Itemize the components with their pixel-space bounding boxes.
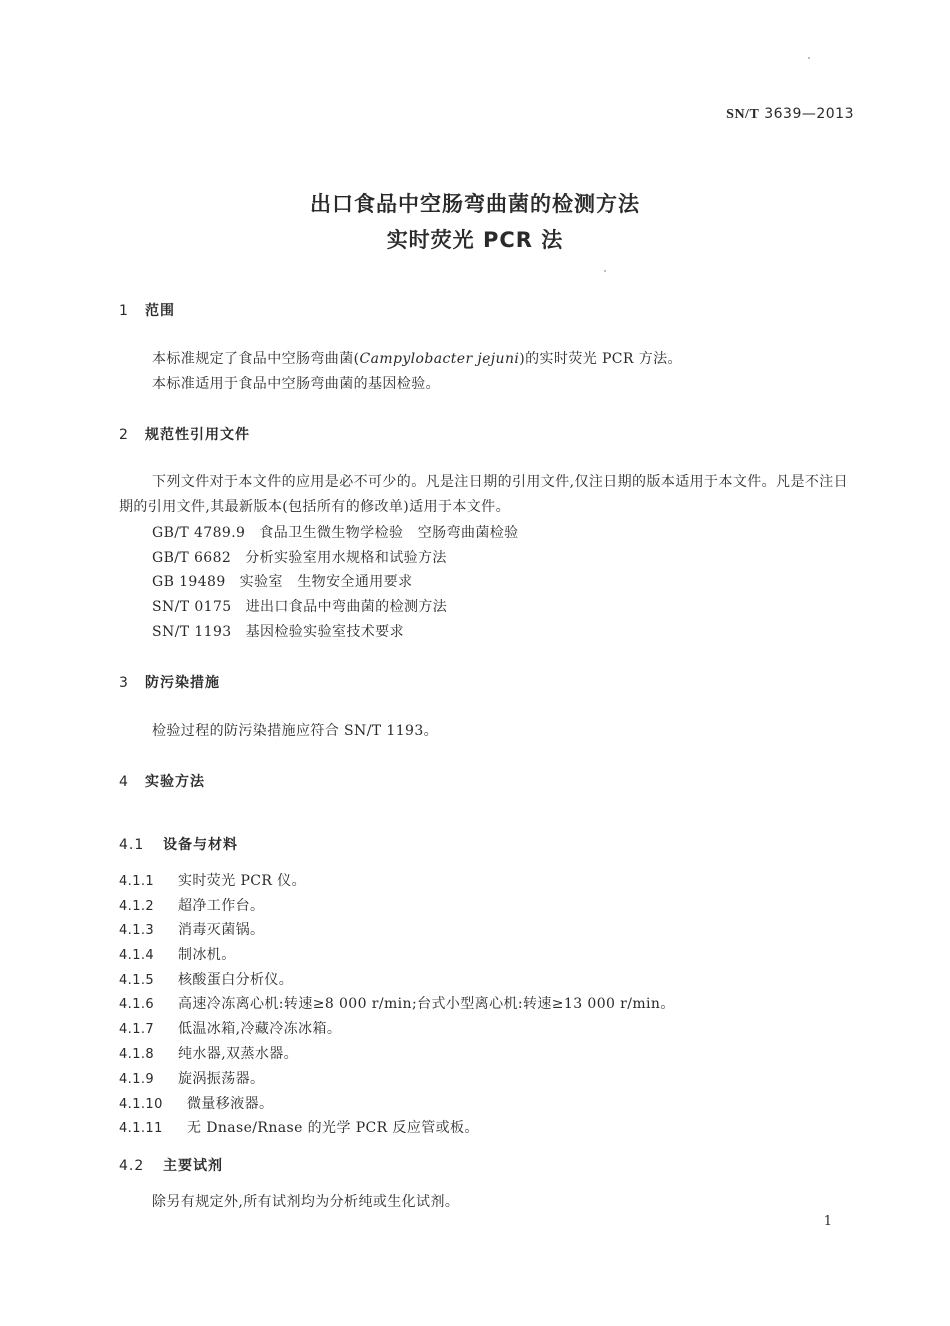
subsection-title: 设备与材料 bbox=[163, 837, 238, 853]
reference-item bbox=[152, 571, 412, 591]
standard-code bbox=[726, 106, 854, 123]
reference-title: 实验室 生物安全通用要求 bbox=[239, 574, 413, 590]
standard-number: 3639—2013 bbox=[764, 106, 854, 122]
section-3-heading bbox=[119, 672, 220, 692]
section-number: 1 bbox=[119, 303, 129, 319]
item-text: 纯水器,双蒸水器。 bbox=[178, 1046, 299, 1062]
item-number: 4.1.1 bbox=[119, 874, 155, 889]
page-number: 1 bbox=[823, 1214, 832, 1229]
section-title: 范围 bbox=[145, 303, 175, 319]
list-item bbox=[119, 919, 264, 939]
list-item bbox=[119, 1043, 298, 1063]
item-text: 消毒灭菌锅。 bbox=[178, 922, 265, 938]
reference-item bbox=[152, 596, 447, 616]
section-2-intro: 下列文件对于本文件的应用是必不可少的。凡是注日期的引用文件,仅注日期的版本适用于本文件。凡是不注日期的引用文件,其最新版本(包括所有的修改单)适用于本文件。 bbox=[119, 474, 849, 515]
item-number: 4.1.7 bbox=[119, 1022, 155, 1037]
subsection-title: 主要试剂 bbox=[163, 1158, 223, 1174]
reference-code: SN/T 0175 bbox=[152, 599, 232, 615]
section-3-paragraph: 检验过程的防污染措施应符合 SN/T 1193。 bbox=[152, 723, 439, 739]
section-1-paragraph-2: 本标准适用于食品中空肠弯曲菌的基因检验。 bbox=[152, 376, 440, 392]
item-text: 无 Dnase/Rnase 的光学 PCR 反应管或板。 bbox=[187, 1120, 479, 1136]
subsection-4-1-heading bbox=[119, 834, 238, 854]
reference-title: 食品卫生微生物学检验 空肠弯曲菌检验 bbox=[259, 525, 519, 541]
text-run: 本标准规定了食品中空肠弯曲菌( bbox=[152, 351, 360, 367]
section-1-paragraph-1 bbox=[152, 348, 682, 368]
scan-speck bbox=[808, 57, 810, 59]
item-text: 旋涡振荡器。 bbox=[178, 1071, 265, 1087]
reference-code: SN/T 1193 bbox=[152, 624, 232, 640]
reference-code: GB 19489 bbox=[152, 574, 226, 590]
item-text: 低温冰箱,冷藏冷冻冰箱。 bbox=[178, 1021, 342, 1037]
text-run: )的实时荧光 PCR 方法。 bbox=[519, 351, 682, 367]
list-item bbox=[119, 1117, 479, 1137]
list-item bbox=[119, 895, 264, 915]
section-4-heading bbox=[119, 771, 205, 791]
list-item bbox=[119, 969, 293, 989]
document-subtitle: 实时荧光 PCR 法 bbox=[386, 228, 564, 252]
list-item bbox=[119, 1068, 264, 1088]
list-item bbox=[119, 993, 675, 1013]
list-item bbox=[119, 870, 306, 890]
item-number: 4.1.4 bbox=[119, 948, 155, 963]
section-number: 2 bbox=[119, 427, 129, 443]
standard-prefix: SN/T bbox=[726, 107, 760, 122]
reference-code: GB/T 6682 bbox=[152, 550, 232, 566]
item-number: 4.1.2 bbox=[119, 899, 155, 914]
item-number: 4.1.10 bbox=[119, 1097, 163, 1112]
list-item bbox=[119, 1093, 273, 1113]
section-title: 实验方法 bbox=[145, 774, 205, 790]
subsection-number: 4.2 bbox=[119, 1158, 145, 1174]
item-number: 4.1.8 bbox=[119, 1047, 155, 1062]
species-name: Campylobacter jejuni bbox=[359, 351, 520, 367]
reference-title: 进出口食品中弯曲菌的检测方法 bbox=[245, 599, 448, 615]
item-text: 高速冷冻离心机:转速≥8 000 r/min;台式小型离心机:转速≥13 000 r/min。 bbox=[178, 996, 675, 1012]
scan-speck bbox=[604, 270, 606, 272]
item-text: 实时荧光 PCR 仪。 bbox=[178, 873, 306, 889]
subsection-number: 4.1 bbox=[119, 837, 145, 853]
document-title: 出口食品中空肠弯曲菌的检测方法 bbox=[310, 192, 640, 216]
reference-item bbox=[152, 547, 447, 567]
item-text: 制冰机。 bbox=[178, 947, 236, 963]
section-number: 4 bbox=[119, 774, 129, 790]
section-1-heading bbox=[119, 300, 175, 320]
section-title: 防污染措施 bbox=[145, 675, 220, 691]
list-item bbox=[119, 944, 236, 964]
item-number: 4.1.3 bbox=[119, 923, 155, 938]
section-number: 3 bbox=[119, 675, 129, 691]
item-number: 4.1.5 bbox=[119, 973, 155, 988]
section-2-heading bbox=[119, 424, 250, 444]
section-title: 规范性引用文件 bbox=[145, 427, 250, 443]
reference-item bbox=[152, 621, 404, 641]
item-number: 4.1.9 bbox=[119, 1072, 155, 1087]
reference-title: 基因检验实验室技术要求 bbox=[245, 624, 404, 640]
reference-item bbox=[152, 522, 519, 542]
item-number: 4.1.11 bbox=[119, 1121, 163, 1136]
item-text: 微量移液器。 bbox=[187, 1096, 274, 1112]
reference-code: GB/T 4789.9 bbox=[152, 525, 246, 541]
item-text: 超净工作台。 bbox=[178, 898, 265, 914]
reference-title: 分析实验室用水规格和试验方法 bbox=[245, 550, 447, 566]
list-item bbox=[119, 1018, 341, 1038]
subsection-4-2-paragraph: 除另有规定外,所有试剂均为分析纯或生化试剂。 bbox=[152, 1194, 460, 1210]
item-number: 4.1.6 bbox=[119, 997, 155, 1012]
subsection-4-2-heading bbox=[119, 1155, 223, 1175]
item-text: 核酸蛋白分析仪。 bbox=[178, 972, 294, 988]
